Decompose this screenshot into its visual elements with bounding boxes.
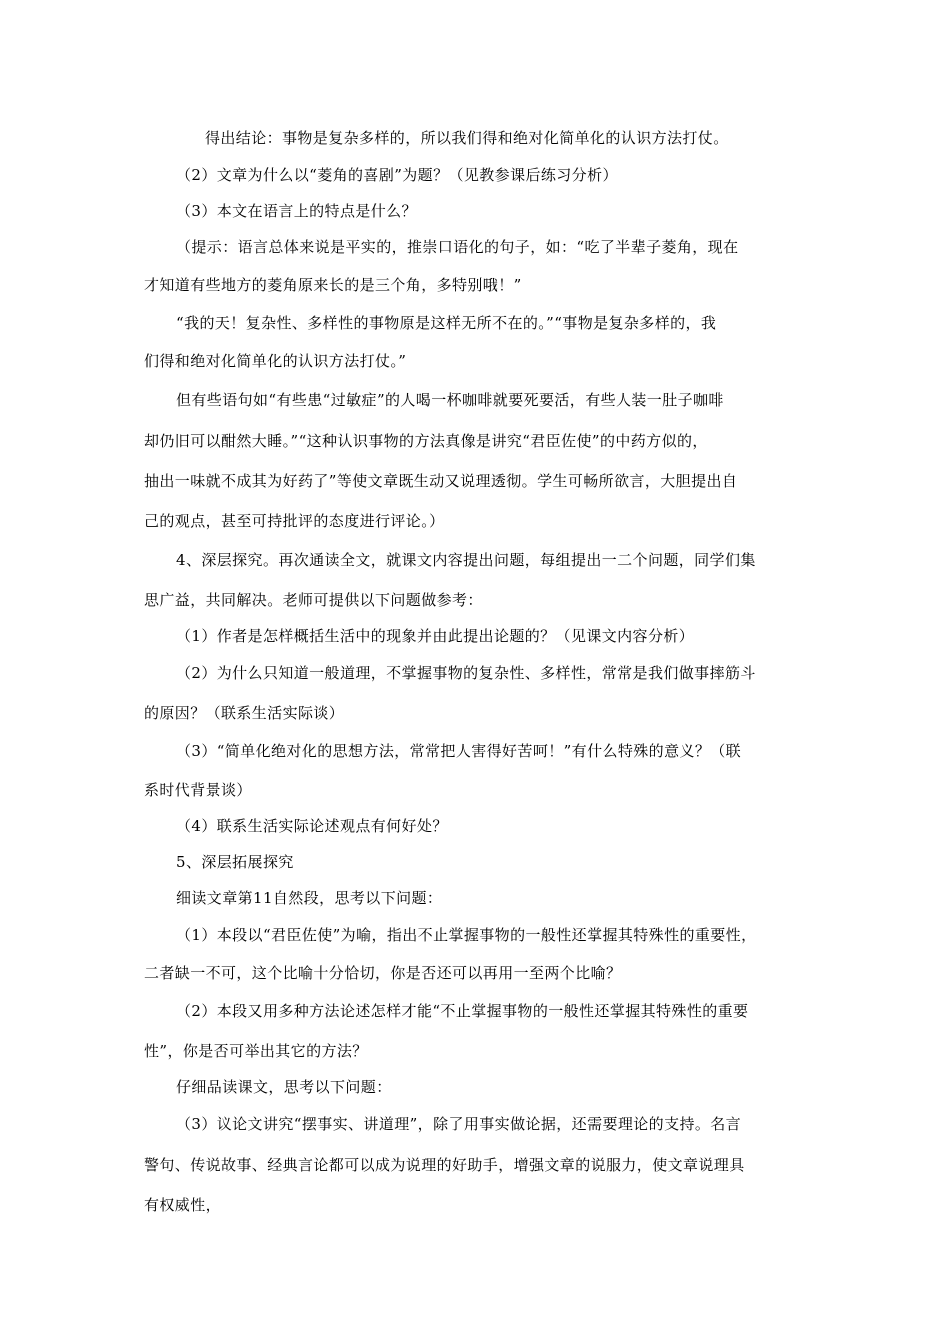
text-line: 有权威性， (144, 1196, 222, 1214)
text-line: 们得和绝对化简单化的认识方法打仗。” (144, 352, 407, 370)
text-line: 但有些语句如“有些患“过敏症”的人喝一杯咖啡就要死要活，有些人装一肚子咖啡 (176, 391, 724, 409)
text-line: （2）为什么只知道一般道理，不掌握事物的复杂性、多样性，常常是我们做事摔筋斗 (176, 664, 756, 682)
text-line: 却仍旧可以酣然大睡。”“这种认识事物的方法真像是讲究“君臣佐使”的中药方似的， (144, 432, 708, 450)
text-line: 得出结论：事物是复杂多样的，所以我们得和绝对化简单化的认识方法打仗。 (205, 129, 729, 147)
text-line: 抽出一味就不成其为好药了”等使文章既生动又说理透彻。学生可畅所欲言，大胆提出自 (144, 472, 738, 490)
text-line: 的原因？（联系生活实际谈） (144, 704, 345, 722)
text-line: 才知道有些地方的菱角原来长的是三个角，多特别哦！” (144, 276, 522, 294)
text-line: 仔细品读课文，思考以下问题： (176, 1078, 392, 1096)
text-line: （2）本段又用多种方法论述怎样才能“不止掌握事物的一般性还掌握其特殊性的重要 (176, 1002, 749, 1020)
text-line: （3）本文在语言上的特点是什么？ (176, 202, 417, 220)
text-line: （3）议论文讲究“摆事实、讲道理”，除了用事实做论据，还需要理论的支持。名言 (176, 1115, 742, 1133)
text-line: 思广益，共同解决。老师可提供以下问题做参考： (144, 591, 483, 609)
text-line: （提示：语言总体来说是平实的，推崇口语化的句子，如：“吃了半辈子菱角，现在 (176, 238, 739, 256)
text-line: 二者缺一不可，这个比喻十分恰切，你是否还可以再用一至两个比喻？ (144, 964, 622, 982)
text-line: 细读文章第11自然段，思考以下问题： (176, 889, 443, 907)
text-line: （4）联系生活实际论述观点有何好处？ (176, 817, 448, 835)
text-line: 系时代背景谈） (144, 781, 252, 799)
text-line: （3）“简单化绝对化的思想方法，常常把人害得好苦呵！”有什么特殊的意义？（联 (176, 742, 742, 760)
text-line: 己的观点，甚至可持批评的态度进行评论。） (144, 512, 445, 530)
text-line: （1）作者是怎样概括生活中的现象并由此提出论题的？（见课文内容分析） (176, 627, 695, 645)
text-line: “我的天！复杂性、多样性的事物原是这样无所不在的。”“事物是复杂多样的，我 (176, 314, 717, 332)
text-line: （1）本段以“君臣佐使”为喻，指出不止掌握事物的一般性还掌握其特殊性的重要性， (176, 926, 757, 944)
text-line: 4、深层探究。再次通读全文，就课文内容提出问题，每组提出一二个问题，同学们集 (176, 551, 756, 569)
text-line: 性”，你是否可举出其它的方法？ (144, 1042, 368, 1060)
text-line: （2）文章为什么以“菱角的喜剧”为题？（见教参课后练习分析） (176, 166, 618, 184)
text-line: 5、深层拓展探究 (176, 853, 294, 871)
text-line: 警句、传说故事、经典言论都可以成为说理的好助手，增强文章的说服力，使文章说理具 (144, 1156, 745, 1174)
